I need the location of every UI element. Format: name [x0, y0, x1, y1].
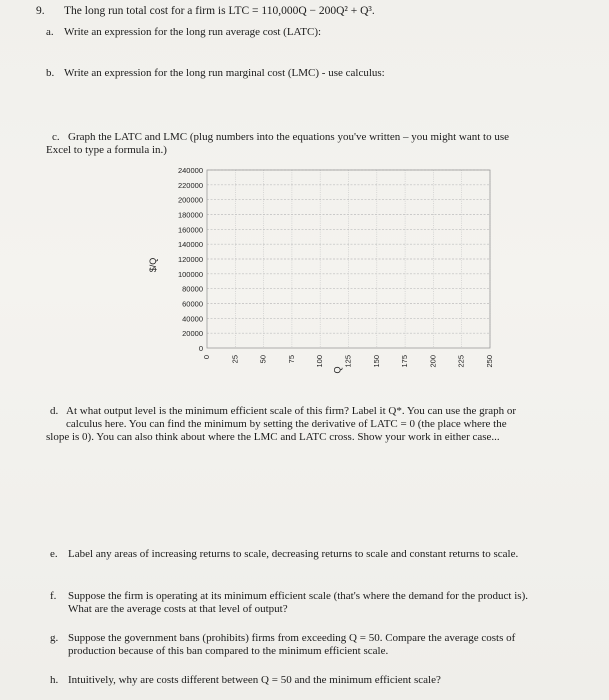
y-tick-label: 0: [198, 344, 203, 353]
y-tick-label: 240000: [177, 166, 203, 175]
part-b-label: b.: [46, 67, 55, 79]
part-b-text: Write an expression for the long run marginal cost (LMC) - use calculus:: [64, 67, 385, 79]
part-g-line2: production because of this ban compared to the minimum efficient scale.: [68, 645, 389, 657]
part-d-line1: At what output level is the minimum efficient scale of this firm? Label it Q*. You can use the graph or: [66, 405, 517, 417]
x-tick-label: 75: [286, 355, 296, 364]
x-tick-label: 225: [456, 355, 466, 368]
part-f-line2: What are the average costs at that level of output?: [68, 603, 288, 615]
y-tick-label: 200000: [177, 195, 203, 205]
y-tick-label: 80000: [182, 284, 203, 294]
part-f-label: f.: [50, 590, 57, 602]
y-tick-label: 120000: [177, 255, 203, 264]
y-tick-label: 20000: [182, 329, 203, 339]
part-c-label: c.: [52, 131, 60, 143]
y-tick-label: 40000: [182, 314, 203, 324]
x-tick-label: 125: [343, 355, 353, 368]
part-e-text: Label any areas of increasing returns to scale, decreasing returns to scale and constant returns to scale.: [68, 548, 519, 560]
y-tick-label: 60000: [182, 299, 203, 309]
x-tick-label: 25: [230, 355, 240, 364]
part-f-line1: Suppose the firm is operating at its minimum efficient scale (that's where the demand for the product is).: [68, 590, 528, 602]
x-tick-label: 150: [371, 355, 381, 368]
x-tick-label: 250: [485, 355, 494, 368]
blank-cost-graph: [140, 160, 500, 400]
part-c-line1: Graph the LATC and LMC (plug numbers into the equations you've written – you might want to use: [68, 131, 509, 143]
y-tick-label: 160000: [177, 225, 203, 235]
question-number: 9.: [36, 5, 45, 17]
y-axis-label: $/Q: [148, 257, 158, 273]
part-a-text: Write an expression for the long run average cost (LATC):: [64, 26, 322, 38]
y-tick-label: 140000: [177, 240, 203, 250]
x-tick-label: 175: [400, 355, 410, 368]
part-h-text: Intuitively, why are costs different between Q = 50 and the minimum efficient scale?: [68, 674, 441, 686]
x-tick-label: 200: [428, 355, 438, 368]
part-d-label: d.: [50, 405, 59, 417]
part-g-label: g.: [50, 632, 59, 644]
part-g-line1: Suppose the government bans (prohibits) firms from exceeding Q = 50. Compare the average costs of: [68, 632, 516, 644]
y-tick-label: 180000: [177, 210, 203, 220]
part-d-line3: slope is 0). You can also think about where the LMC and LATC cross. Show your work in either case...: [46, 431, 500, 443]
part-a-label: a.: [46, 26, 54, 38]
part-d-line2: calculus here. You can find the minimum by setting the derivative of LATC = 0 (the place where the: [66, 418, 507, 430]
x-tick-label: 100: [315, 355, 325, 368]
y-tick-label: 220000: [177, 180, 203, 190]
part-c-line2: Excel to type a formula in.): [46, 144, 167, 156]
part-h-label: h.: [50, 674, 59, 686]
x-tick-label: 0: [202, 355, 211, 360]
part-e-label: e.: [50, 548, 58, 560]
question-text: The long run total cost for a firm is LTC = 110,000Q − 200Q² + Q³.: [64, 5, 375, 17]
x-tick-label: 50: [258, 355, 268, 364]
y-tick-label: 100000: [177, 269, 203, 279]
x-axis-label: Q: [332, 366, 343, 374]
